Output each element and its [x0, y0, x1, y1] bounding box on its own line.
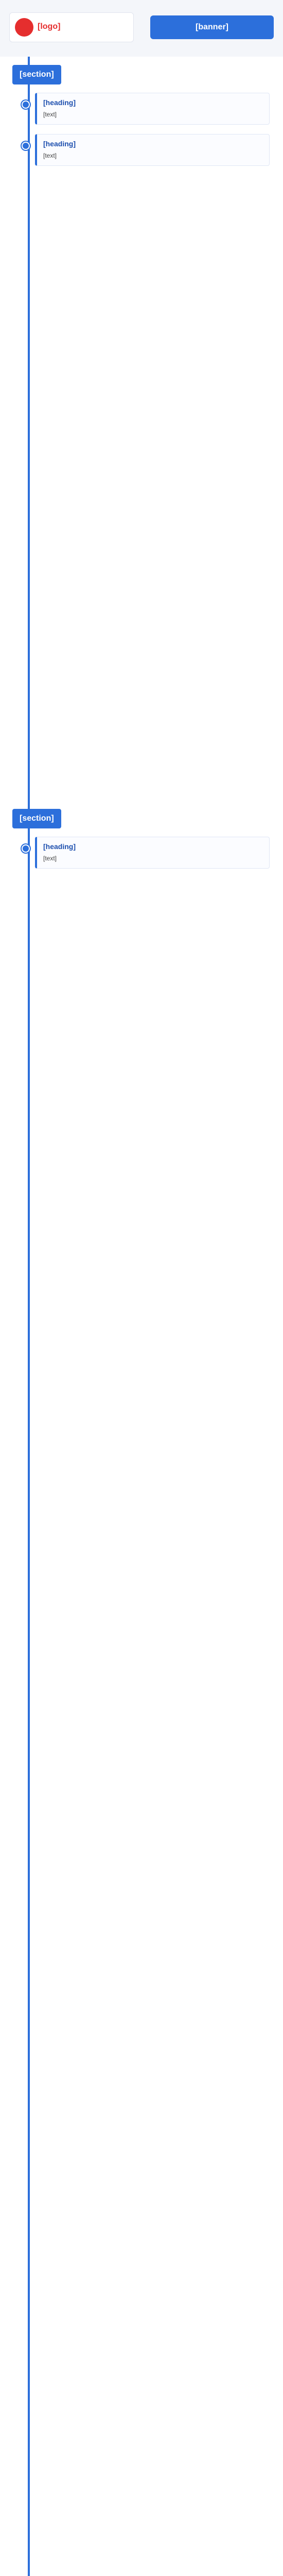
timeline-entry[interactable]: [35, 134, 270, 166]
entry-text: [text]: [43, 111, 57, 118]
section-title: [section]: [12, 65, 61, 84]
logo-icon: [15, 18, 33, 37]
section-title: [section]: [12, 809, 61, 828]
header-banner: [banner]: [150, 15, 274, 39]
entry-text: [text]: [43, 855, 57, 862]
bullet-icon: [22, 142, 30, 150]
timeline-entry[interactable]: [35, 93, 270, 125]
page-header: [0, 0, 283, 57]
entry-heading: [heading]: [43, 842, 76, 851]
entry-text: [text]: [43, 152, 57, 159]
timeline-section: [12, 809, 272, 1427]
logo-text: [logo]: [38, 22, 61, 31]
entry-heading: [heading]: [43, 140, 76, 148]
bullet-icon: [22, 844, 30, 853]
entry-heading: [heading]: [43, 98, 76, 107]
timeline-entry[interactable]: [35, 837, 270, 869]
bullet-icon: [22, 100, 30, 109]
section-body: [35, 93, 270, 175]
brand-logo[interactable]: [9, 12, 134, 42]
timeline-main: [0, 57, 283, 2576]
timeline-section: [12, 65, 272, 786]
section-body: [35, 837, 270, 878]
